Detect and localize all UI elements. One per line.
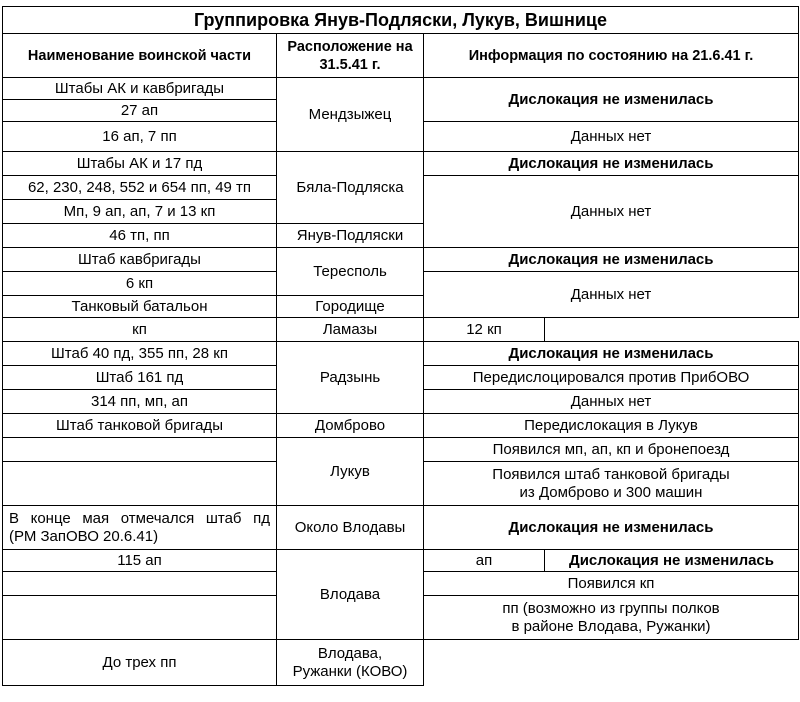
info-cell: Дислокация не изменилась: [424, 506, 799, 550]
unit-cell: 16 ап, 7 пп: [3, 122, 277, 152]
location-cell: Янув-Подляски: [277, 224, 424, 248]
info-cell: Дислокация не изменилась: [424, 342, 799, 366]
location-cell: Тересполь: [277, 248, 424, 296]
location-cell: Лукув: [277, 438, 424, 506]
info-line: Появился штаб танковой бригады: [492, 465, 730, 483]
unit-cell: 314 пп, мп, ап: [3, 390, 277, 414]
unit-cell: Штабы АК и 17 пд: [3, 152, 277, 176]
unit-cell: 115 ап: [3, 550, 277, 572]
unit-cell: Штаб 161 пд: [3, 366, 277, 390]
info-cell: Дислокация не изменилась: [424, 78, 799, 122]
header-location: Расположение на 31.5.41 г.: [277, 34, 424, 78]
unit-cell: Штаб кавбригады: [3, 248, 277, 272]
location-cell: Ламазы: [277, 318, 424, 342]
info-cell: Дислокация не изменилась: [545, 550, 799, 572]
location-cell: Мендзыжец: [277, 78, 424, 152]
location-line: Ружанки (КОВО): [292, 662, 408, 680]
header-unit: Наименование воинской части: [3, 34, 277, 78]
location-cell: Бяла-Подляска: [277, 152, 424, 224]
location-cell: Около Влодавы: [277, 506, 424, 550]
unit-cell: [3, 506, 277, 550]
unit-cell: Мп, 9 ап, ап, 7 и 13 кп: [3, 200, 277, 224]
unit-cell: Штабы АК и кавбригады: [3, 78, 277, 100]
empty-cell: [545, 318, 799, 342]
unit-line: В конце мая отмечался штаб пд: [9, 509, 270, 527]
info-cell: [424, 462, 799, 506]
location-line: Влодава,: [317, 644, 383, 662]
info-cell: Данных нет: [424, 176, 799, 248]
info-cell: Появился кп: [424, 572, 799, 596]
info-cell: Дислокация не изменилась: [424, 152, 799, 176]
location-cell: Домброво: [277, 414, 424, 438]
grouping-table: [2, 6, 799, 686]
unit-cell: [3, 596, 277, 640]
unit-cell: Штаб 40 пд, 355 пп, 28 кп: [3, 342, 277, 366]
unit-line: (РМ ЗапОВО 20.6.41): [9, 527, 159, 545]
unit-cell: До трех пп: [3, 640, 277, 686]
info-cell: Передислокация в Лукув: [424, 414, 799, 438]
unit-cell: Танковый батальон: [3, 296, 277, 318]
info-cell: ап: [424, 550, 545, 572]
unit-cell: [3, 438, 277, 462]
info-cell: 12 кп: [424, 318, 545, 342]
info-cell: Данных нет: [424, 272, 799, 318]
location-cell: Радзынь: [277, 342, 424, 414]
info-cell: Дислокация не изменилась: [424, 248, 799, 272]
empty-cell: [424, 640, 799, 686]
header-info: Информация по состоянию на 21.6.41 г.: [424, 34, 799, 78]
unit-cell: [3, 462, 277, 506]
location-cell: Влодава: [277, 550, 424, 640]
unit-cell: Штаб танковой бригады: [3, 414, 277, 438]
unit-cell: 6 кп: [3, 272, 277, 296]
table-title: Группировка Янув-Подляски, Лукув, Вишнице: [3, 7, 799, 34]
unit-cell: кп: [3, 318, 277, 342]
location-cell: [277, 640, 424, 686]
info-cell: Передислоцировался против ПрибОВО: [424, 366, 799, 390]
info-cell: Данных нет: [424, 390, 799, 414]
info-cell: Появился мп, ап, кп и бронепоезд: [424, 438, 799, 462]
location-cell: Городище: [277, 296, 424, 318]
info-line: пп (возможно из группы полков: [502, 599, 720, 617]
info-cell: [424, 596, 799, 640]
info-line: из Домброво и 300 машин: [519, 483, 703, 501]
unit-cell: [3, 572, 277, 596]
unit-cell: 62, 230, 248, 552 и 654 пп, 49 тп: [3, 176, 277, 200]
info-line: в районе Влодава, Ружанки): [511, 617, 711, 635]
unit-cell: 46 тп, пп: [3, 224, 277, 248]
info-cell: Данных нет: [424, 122, 799, 152]
unit-cell: 27 ап: [3, 100, 277, 122]
